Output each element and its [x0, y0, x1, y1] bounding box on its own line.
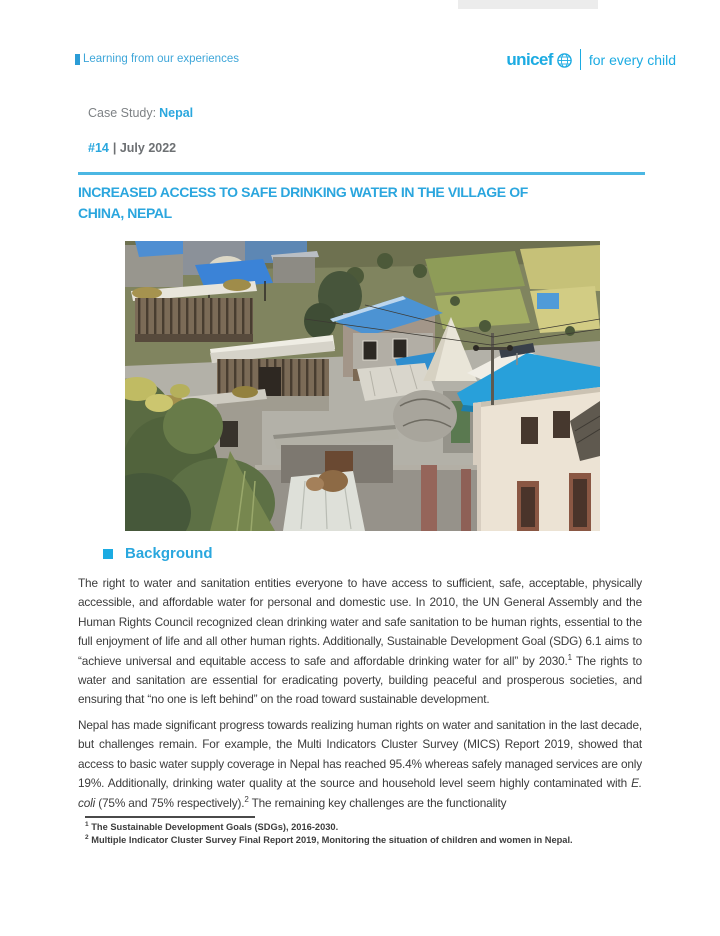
section-bullet-icon — [103, 549, 113, 559]
footnote-1-marker: 1 — [85, 820, 89, 828]
unicef-logo — [506, 49, 676, 70]
footnote-1 — [85, 821, 647, 834]
footnote-2 — [85, 834, 647, 847]
page-title-line2: CHINA, NEPAL — [78, 204, 172, 221]
case-study-label: Case Study: — [88, 106, 157, 120]
unicef-slogan: for every child — [588, 51, 676, 68]
case-study-country: Nepal — [159, 106, 194, 120]
unicef-wordmark: unicef — [506, 49, 553, 69]
paragraph-1 — [78, 574, 642, 710]
page-title — [78, 182, 660, 223]
case-study-line — [88, 106, 193, 120]
paragraph-1-continued: The rights to water and sanitation are essential for eradicating poverty, building peaceful and prosperous societies, and ensuring that “no one is left behind” on the road toward sustainable development. — [78, 653, 642, 707]
paragraph-2-italic: E. coli — [78, 776, 642, 810]
footnote-2-text: Multiple Indicator Cluster Survey Final Report 2019, Monitoring the situation of children and women in Nepal. — [88, 835, 573, 845]
section-heading-text: Background — [125, 545, 213, 562]
paragraph-2-continued: The remaining key challenges are the functionality — [248, 795, 507, 810]
scan-artifact-bar — [458, 0, 598, 9]
issue-date: | July 2022 — [112, 141, 177, 155]
issue-line — [88, 141, 176, 155]
tagline-text: Learning from our experiences — [83, 53, 239, 65]
logo-divider — [580, 49, 581, 70]
unicef-globe-icon — [556, 52, 573, 69]
paragraph-1-text: The right to water and sanitation entities everyone to have access to sufficient, safe, acceptable, physically accessible, and affordable water for personal and domestic use. In 2010, the UN General Assembly and the Human Rights Council recognized clean drinking water and safe sanitation to be human rights, essential to the full enjoyment of life and all other human rights. Additionally, Sustainable Development Goal (SDG) 6.1 aims to “achieve universal and equitable access to safe and affordable drinking water for all” by 2030. — [78, 576, 642, 668]
footnotes — [85, 821, 647, 847]
footnote-ref-1: 1 — [567, 652, 572, 662]
paragraph-2 — [78, 716, 642, 813]
paragraph-2-mid: (75% and 75% respectively). — [95, 795, 245, 810]
footnote-ref-2: 2 — [244, 794, 249, 804]
issue-number: #14 — [88, 141, 109, 155]
paragraph-2-text: Nepal has made significant progress towards realizing human rights on water and sanitation in the last decade, but challenges remain. For example, the Multi Indicators Cluster Survey (MICS) Report 2019, showed that access to basic water supply coverage in Nepal has reached 95.4% whereas safely managed services are only 19%. Additionally, drinking water quality at the source and household level seem highly contaminated with — [78, 718, 642, 791]
header-tagline — [75, 53, 239, 65]
tagline-square-icon — [75, 54, 80, 65]
section-heading-background — [103, 545, 213, 562]
right-building — [457, 343, 600, 531]
footnote-2-marker: 2 — [85, 833, 89, 841]
footnote-separator — [85, 816, 255, 818]
title-rule — [78, 172, 645, 175]
footnote-1-text: The Sustainable Development Goals (SDGs), 2016-2030. — [88, 822, 339, 832]
page-title-line1: INCREASED ACCESS TO SAFE DRINKING WATER IN THE VILLAGE OF — [78, 184, 528, 200]
village-photo — [125, 241, 600, 531]
